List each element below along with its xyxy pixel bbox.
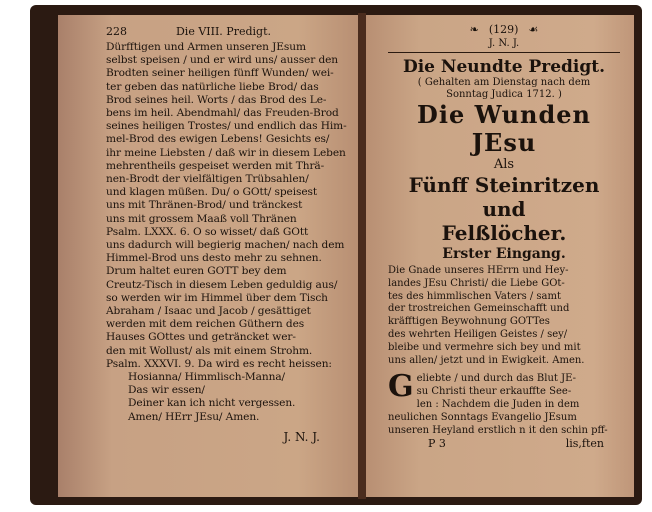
verse-line: Amen/ HErr JEsu/ Amen. bbox=[128, 410, 260, 423]
text-line: ihr meine Liebsten / daß wir in diesem Leben bbox=[106, 146, 346, 159]
sermon-heading: Die Wunden JEsu bbox=[417, 100, 591, 157]
catchword: lis,ften bbox=[565, 437, 604, 451]
book-gutter bbox=[358, 13, 366, 499]
text-line: Psalm. XXXVI. 9. Da wird es recht heissen: bbox=[106, 357, 332, 370]
text-line: Brod seines heil. Worts / das Brod des Le- bbox=[106, 93, 327, 106]
text-line: Die Gnade unseres HErrn und Hey- bbox=[388, 265, 569, 276]
text-line: der trostreichen Gemeinschafft und bbox=[388, 303, 570, 315]
sermon-title: Die Neundte Predigt. bbox=[402, 57, 606, 77]
text-line: selbst speisen / und er wird uns/ ausser den bbox=[106, 54, 339, 67]
right-page-number: (129) bbox=[488, 23, 519, 36]
text-line: Creutz-Tisch in diesem Leben geduldig aus/ bbox=[106, 278, 338, 291]
left-page-number: 228 bbox=[106, 25, 127, 38]
body-block bbox=[388, 369, 620, 437]
right-page bbox=[366, 15, 634, 497]
text-line: seines heiligen Trostes/ und endlich das Him- bbox=[106, 120, 347, 133]
text-line: bleibe und vermehre sich bey und mit bbox=[388, 341, 581, 353]
verse-line: Deiner kan ich nicht vergessen. bbox=[128, 397, 296, 410]
right-page-header bbox=[388, 23, 620, 36]
text-line: so werden wir im Himmel über dem Tisch bbox=[106, 291, 328, 304]
text-line: uns mit grossem Maaß voll Thränen bbox=[106, 212, 297, 225]
text-line: Brodten seiner heiligen fünff Wunden/ wei- bbox=[106, 67, 334, 80]
text-line: uns dadurch will begierig machen/ nach dem bbox=[106, 239, 345, 252]
left-footer: J. N. J. bbox=[283, 429, 320, 444]
top-mark: J. N. J. bbox=[488, 38, 520, 49]
text-line: mel-Brod des ewigen Lebens! Gesichts es/ bbox=[106, 133, 330, 146]
text-line: Himmel-Brod uns desto mehr zu sehnen. bbox=[106, 252, 322, 265]
text-line: bens im heil. Abendmahl/ das Freuden-Brod bbox=[106, 107, 339, 120]
intro-block bbox=[388, 265, 620, 367]
left-body bbox=[106, 41, 347, 424]
text-line: uns mit Thränen-Brod/ und tränckest bbox=[106, 199, 303, 212]
text-line: uns allen/ jetzt und in Ewigkeit. Amen. bbox=[388, 354, 585, 366]
text-line: mehrentheils gespeiset werden mit Thrä- bbox=[106, 159, 325, 172]
verse-line: Das wir essen/ bbox=[128, 384, 205, 397]
left-running-head: Die VIII. Predigt. bbox=[175, 25, 271, 38]
text-line: werden mit dem reichen Güthern des bbox=[106, 318, 305, 331]
text-line: neulichen Sonntags Evangelio JEsum bbox=[388, 411, 577, 423]
text-line: unseren Heyland erstlich n it den schin pff- bbox=[388, 424, 608, 436]
drop-cap: G bbox=[388, 369, 414, 405]
text-line: nen-Brodt der vielfältigen Trübsahlen/ bbox=[106, 173, 309, 186]
text-line: des wehrten Heiligen Geistes / sey/ bbox=[388, 328, 568, 340]
text-line: tes des himmlischen Vaters / samt bbox=[388, 290, 562, 302]
text-line: Drum haltet euren GOTT bey dem bbox=[106, 265, 287, 278]
ornament-icon: ❧ bbox=[469, 23, 479, 36]
page-footer bbox=[388, 437, 620, 450]
section-heading: Erster Eingang. bbox=[442, 246, 566, 262]
verse-line: Hosianna/ Himmlisch-Manna/ bbox=[128, 371, 286, 384]
sermon-subtitle-line: Sonntag Judica 1712. ) bbox=[446, 89, 562, 100]
header-rule bbox=[388, 52, 620, 53]
left-page-header bbox=[106, 25, 340, 38]
text-line: len : Nachdem die Juden in dem bbox=[416, 398, 580, 410]
text-line: ter geben das natürliche liebe Brod/ das bbox=[106, 80, 319, 93]
sermon-subtitle-line: ( Gehalten am Dienstag nach dem bbox=[417, 77, 591, 88]
text-line: eliebte / und durch das Blut JE- bbox=[416, 373, 576, 385]
sermon-theme-line: Fünff Steinritzen und bbox=[408, 173, 600, 221]
text-line: su Christi theur erkauffte See- bbox=[416, 386, 572, 398]
text-line: und klagen müßen. Du/ o GOtt/ speisest bbox=[106, 186, 318, 199]
text-line: Abraham / Isaac und Jacob / gesättiget bbox=[106, 305, 311, 318]
text-line: Psalm. LXXX. 6. O so wisset/ daß GOtt bbox=[106, 225, 309, 238]
text-line: kräfftigen Beywohnung GOTTes bbox=[388, 316, 550, 328]
text-line: Dürfftigen und Armen unseren JEsum bbox=[106, 41, 306, 53]
text-line: landes JEsu Christi/ die Liebe GOt- bbox=[388, 277, 565, 289]
left-page bbox=[58, 15, 358, 497]
sermon-theme-line: Felßlöcher. bbox=[441, 221, 567, 245]
sermon-connector: Als bbox=[493, 157, 515, 172]
text-line: den mit Wollust/ als mit einem Strohm. bbox=[106, 344, 313, 357]
signature-mark: P 3 bbox=[428, 437, 446, 451]
text-line: Hauses GOttes und geträncket wer- bbox=[106, 331, 296, 344]
book bbox=[30, 5, 642, 505]
ornament-icon: ☙ bbox=[528, 23, 539, 36]
